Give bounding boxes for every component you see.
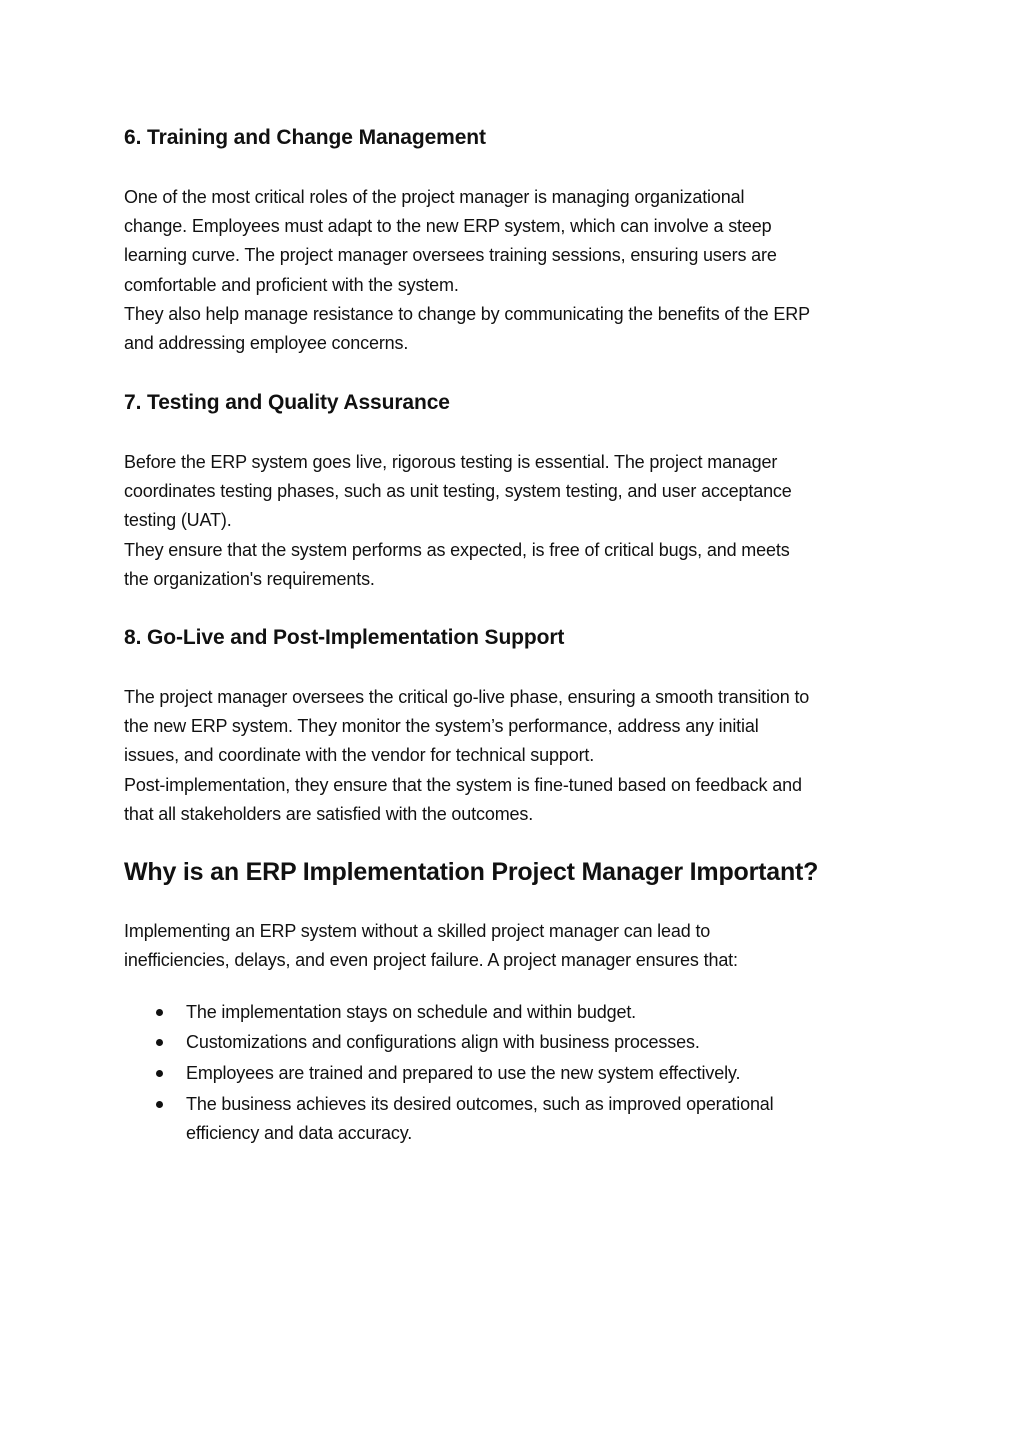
section-8-line-4: Post-implementation, they ensure that the system is fine-tuned based on feedback and [124, 775, 802, 795]
section-7-line-4: They ensure that the system performs as expected, is free of critical bugs, and meets [124, 540, 790, 560]
section-7-line-5: the organization's requirements. [124, 569, 375, 589]
list-item-text: The business achieves its desired outcomes, such as improved operational [186, 1094, 774, 1114]
section-6-heading: 6. Training and Change Management [124, 126, 486, 149]
section-8-line-5: that all stakeholders are satisfied with the outcomes. [124, 804, 534, 824]
section-7-line-1: Before the ERP system goes live, rigorous testing is essential. The project manager [124, 452, 778, 472]
section-6-line-5: They also help manage resistance to change by communicating the benefits of the ERP [124, 304, 810, 324]
why-heading: Why is an ERP Implementation Project Manager Important? [124, 858, 819, 886]
section-7-line-3: testing (UAT). [124, 510, 232, 530]
section-8-line-1: The project manager oversees the critical go-live phase, ensuring a smooth transition to [124, 687, 810, 707]
why-intro-line-1: Implementing an ERP system without a skilled project manager can lead to [124, 921, 711, 941]
section-8-line-3: issues, and coordinate with the vendor for technical support. [124, 745, 595, 765]
section-6-line-2: change. Employees must adapt to the new ERP system, which can involve a steep [124, 216, 772, 236]
bullet-icon [156, 1009, 163, 1016]
section-7-line-2: coordinates testing phases, such as unit testing, system testing, and user acceptance [124, 481, 792, 501]
bullet-icon [156, 1070, 163, 1077]
why-intro-line-2: inefficiencies, delays, and even project failure. A project manager ensures that: [124, 950, 738, 970]
section-6-line-1: One of the most critical roles of the project manager is managing organizational [124, 187, 745, 207]
section-7-heading: 7. Testing and Quality Assurance [124, 391, 450, 414]
section-8-heading: 8. Go-Live and Post-Implementation Support [124, 626, 565, 649]
section-6-line-6: and addressing employee concerns. [124, 333, 409, 353]
list-item-text: The implementation stays on schedule and within budget. [186, 1002, 637, 1022]
section-6-line-3: learning curve. The project manager oversees training sessions, ensuring users are [124, 245, 777, 265]
bullet-icon [156, 1101, 163, 1108]
list-item-text: Employees are trained and prepared to use the new system effectively. [186, 1063, 741, 1083]
list-item-text: Customizations and configurations align with business processes. [186, 1032, 700, 1052]
bullet-icon [156, 1039, 163, 1046]
list-item-text-continued: efficiency and data accuracy. [186, 1123, 413, 1143]
section-8-line-2: the new ERP system. They monitor the system’s performance, address any initial [124, 716, 759, 736]
section-6-line-4: comfortable and proficient with the system. [124, 275, 459, 295]
